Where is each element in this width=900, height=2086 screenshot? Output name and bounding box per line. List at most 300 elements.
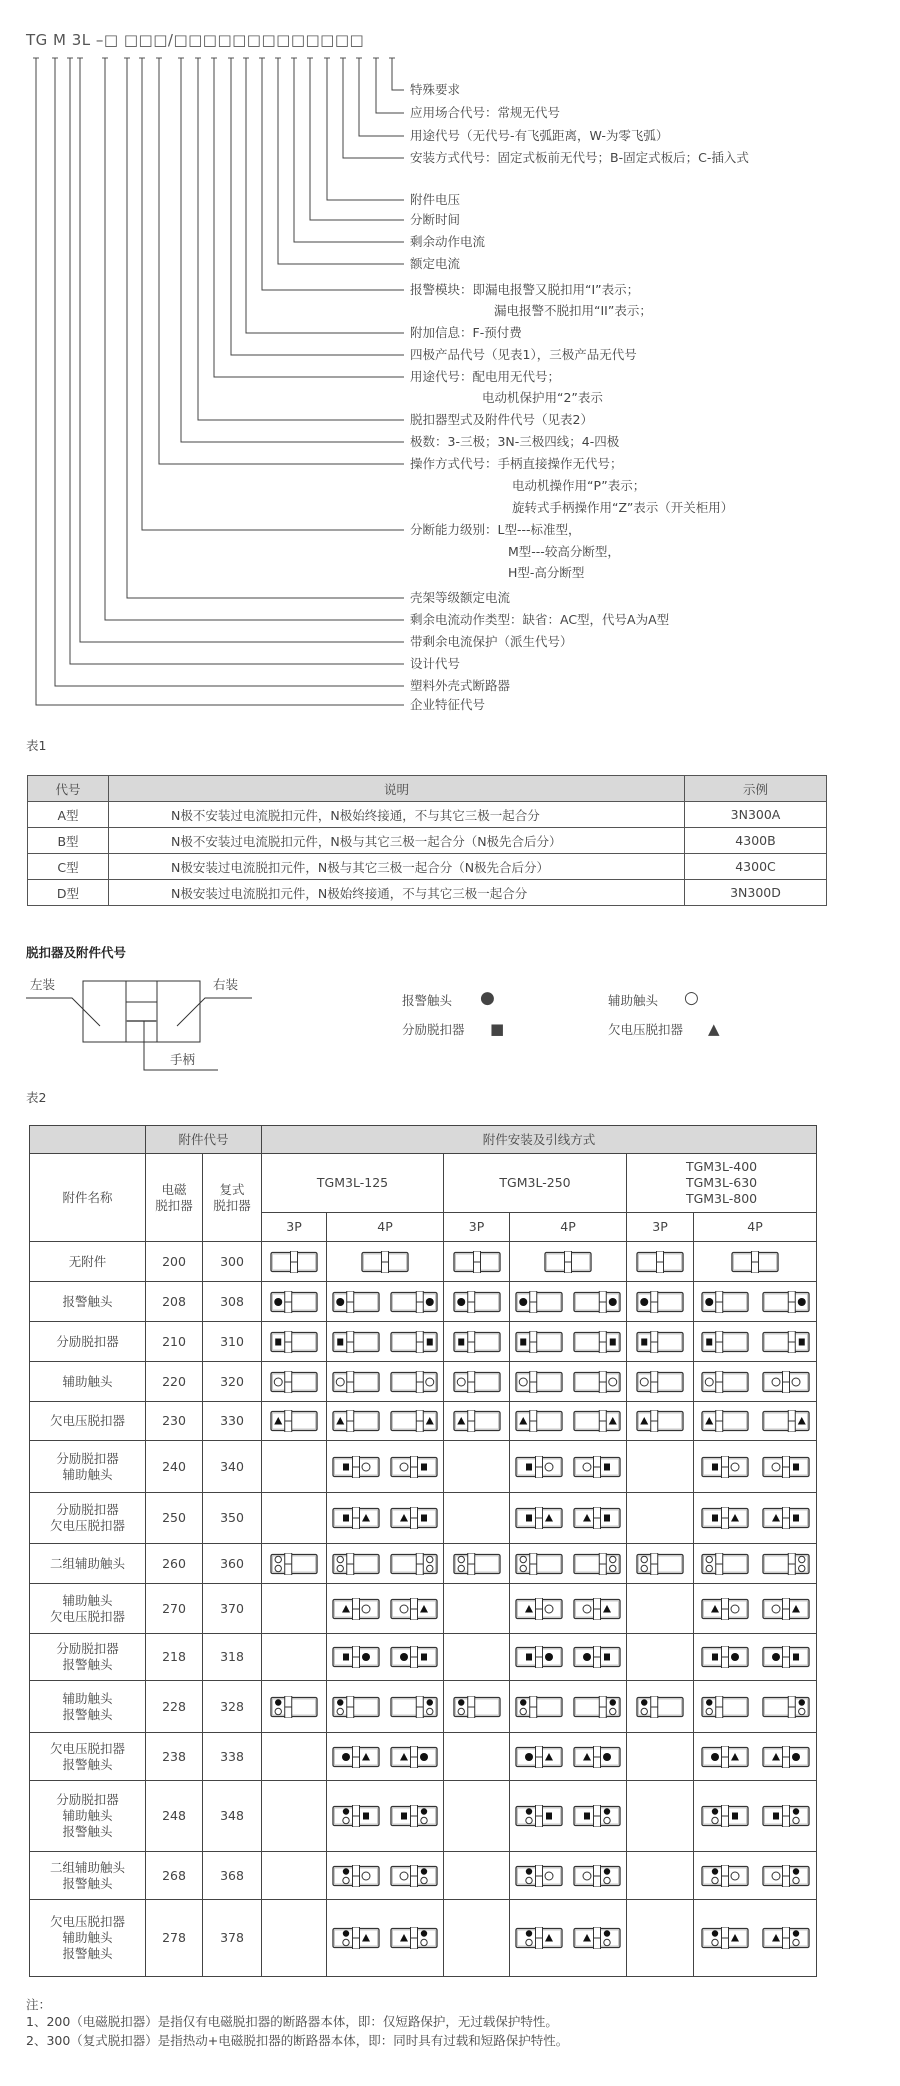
example-cell: 3N300D	[685, 880, 827, 906]
install-cell-p4	[694, 1781, 817, 1852]
install-cell-p4	[327, 1493, 444, 1544]
icon-group	[627, 1291, 693, 1313]
icon-group	[262, 1553, 326, 1575]
breaker-wiring-icon	[453, 1410, 501, 1432]
install-cell-p3	[444, 1402, 510, 1441]
accessory-name-line: 报警触头	[62, 1706, 113, 1722]
table2-header-comp	[203, 1154, 262, 1242]
comp-code-cell: 378	[203, 1900, 262, 1977]
shunt-release-icon: ■	[490, 1020, 505, 1038]
install-cell-p3	[444, 1733, 510, 1781]
icon-group	[444, 1291, 509, 1313]
pole-header: 3P	[627, 1213, 694, 1242]
accessory-name-cell	[30, 1781, 146, 1852]
alarm-contact-icon	[711, 1868, 717, 1874]
breaker-wiring-icon	[390, 1746, 438, 1768]
shunt-release-icon	[604, 1463, 610, 1470]
breaker-wiring-icon	[390, 1507, 438, 1529]
accessory-name-line: 报警触头	[62, 1946, 113, 1961]
install-cell-p3	[262, 1634, 327, 1681]
breaker-wiring-icon	[701, 1927, 749, 1949]
breaker-wiring-icon	[701, 1646, 749, 1668]
icon-group	[327, 1865, 443, 1887]
frame-header: TGM3L-250	[444, 1154, 627, 1213]
alarm-contact-icon	[610, 1699, 616, 1705]
breaker-wiring-icon	[390, 1291, 438, 1313]
shunt-release-icon	[343, 1515, 349, 1522]
description-cell: N极安装过电流脱扣元件，N极始终接通，不与其它三极一起合分	[109, 880, 685, 906]
install-cell-p4	[510, 1282, 627, 1322]
breaker-wiring-icon	[762, 1553, 810, 1575]
breaker-wiring-icon	[515, 1331, 563, 1353]
frame-line: TGM3L-630	[685, 1175, 758, 1190]
install-cell-p4	[510, 1242, 627, 1282]
breaker-wiring-icon	[636, 1251, 684, 1273]
accessory-name-line: 报警触头	[62, 1875, 113, 1891]
icon-group	[694, 1291, 816, 1313]
icon-group	[327, 1507, 443, 1529]
breaker-wiring-icon	[762, 1927, 810, 1949]
accessory-name-cell	[30, 1441, 146, 1493]
install-cell-p3	[627, 1634, 694, 1681]
icon-group	[327, 1805, 443, 1827]
table2-row	[30, 1282, 817, 1322]
code-label-continuation: 漏电报警不脱扣用“II”表示；	[494, 303, 652, 318]
breaker-wiring-icon	[390, 1598, 438, 1620]
alarm-contact-icon	[525, 1753, 533, 1761]
code-label-continuation: 旋转式手柄操作用“Z”表示（开关柜用）	[512, 500, 734, 515]
icon-group	[510, 1865, 626, 1887]
icon-group	[444, 1553, 509, 1575]
breaker-wiring-icon	[453, 1371, 501, 1393]
pole-header: 3P	[262, 1213, 327, 1242]
breaker-wiring-icon	[573, 1865, 621, 1887]
code-cell: A型	[28, 802, 109, 828]
shunt-release-icon	[584, 1813, 590, 1820]
table2-row	[30, 1322, 817, 1362]
code-label: 特殊要求	[410, 82, 461, 97]
breaker-wiring-icon	[270, 1410, 318, 1432]
breaker-wiring-icon	[636, 1696, 684, 1718]
code-label: 剩余动作电流	[410, 234, 486, 249]
example-cell: 4300C	[685, 854, 827, 880]
icon-group	[694, 1805, 816, 1827]
breaker-wiring-icon	[270, 1331, 318, 1353]
breaker-wiring-icon	[762, 1746, 810, 1768]
alarm-contact-icon	[640, 1298, 648, 1306]
alarm-contact-icon	[792, 1753, 800, 1761]
install-cell-p3	[444, 1634, 510, 1681]
icon-group	[327, 1553, 443, 1575]
alarm-contact-icon	[604, 1808, 610, 1814]
install-cell-p4	[694, 1634, 817, 1681]
install-cell-p4	[510, 1362, 627, 1402]
table2-header-blank	[30, 1126, 146, 1154]
install-cell-p3	[262, 1282, 327, 1322]
icon-group	[510, 1410, 626, 1432]
breaker-wiring-icon	[762, 1865, 810, 1887]
icon-group	[510, 1746, 626, 1768]
alarm-contact-icon	[526, 1930, 532, 1936]
table2-caption: 表2	[26, 1090, 47, 1105]
frame-header: TGM3L-125	[262, 1154, 444, 1213]
shunt-release-icon	[363, 1813, 369, 1820]
install-cell-p4	[510, 1781, 627, 1852]
install-cell-p3	[627, 1900, 694, 1977]
breaker-wiring-icon	[332, 1553, 380, 1575]
icon-group	[444, 1251, 509, 1273]
install-cell-p3	[262, 1402, 327, 1441]
comp-code-cell: 330	[203, 1402, 262, 1441]
accessory-name-cell	[30, 1544, 146, 1584]
breaker-wiring-icon	[515, 1291, 563, 1313]
code-label: 附加信息：F-预付费	[410, 325, 522, 340]
breaker-wiring-icon	[390, 1696, 438, 1718]
legend-alarm-label: 报警触头	[402, 993, 453, 1008]
em-code-cell: 278	[146, 1900, 203, 1977]
example-cell: 3N300A	[685, 802, 827, 828]
icon-group	[327, 1410, 443, 1432]
shunt-release-icon	[520, 1338, 526, 1345]
breaker-wiring-icon	[762, 1598, 810, 1620]
shunt-release-icon	[712, 1654, 718, 1661]
accessory-name-cell	[30, 1681, 146, 1733]
shunt-release-icon	[526, 1654, 532, 1661]
table2-row	[30, 1900, 817, 1977]
alarm-contact-icon	[797, 1298, 805, 1306]
shunt-release-icon	[773, 1813, 779, 1820]
shunt-release-icon	[275, 1338, 281, 1345]
code-label-continuation: 电动机保护用“2”表示	[482, 390, 603, 405]
em-code-cell: 210	[146, 1322, 203, 1362]
alarm-contact-icon	[792, 1808, 798, 1814]
table1-header: 代号	[28, 776, 109, 802]
em-code-cell: 220	[146, 1362, 203, 1402]
accessory-name-cell	[30, 1493, 146, 1544]
breaker-wiring-icon	[390, 1331, 438, 1353]
breaker-wiring-icon	[453, 1696, 501, 1718]
alarm-contact-icon	[421, 1808, 427, 1814]
breaker-wiring-icon	[515, 1456, 563, 1478]
shunt-release-icon	[546, 1813, 552, 1820]
install-cell-p4	[327, 1362, 444, 1402]
breaker-wiring-icon	[332, 1331, 380, 1353]
accessory-name-cell	[30, 1584, 146, 1634]
breaker-wiring-icon	[762, 1805, 810, 1827]
install-cell-p3	[262, 1493, 327, 1544]
alarm-contact-icon	[792, 1868, 798, 1874]
breaker-wiring-icon	[573, 1291, 621, 1313]
breaker-wiring-icon	[701, 1410, 749, 1432]
install-cell-p4	[327, 1634, 444, 1681]
icon-group	[627, 1553, 693, 1575]
shunt-release-icon	[343, 1654, 349, 1661]
alarm-contact-icon	[641, 1699, 647, 1705]
breaker-wiring-icon	[573, 1507, 621, 1529]
breaker-wiring-icon	[573, 1696, 621, 1718]
alarm-contact-icon	[458, 1699, 464, 1705]
alarm-contact-icon	[519, 1298, 527, 1306]
breaker-wiring-icon	[332, 1371, 380, 1393]
shunt-release-icon	[712, 1463, 718, 1470]
install-cell-p3	[262, 1441, 327, 1493]
alarm-contact-icon	[604, 1868, 610, 1874]
alarm-contact-icon	[772, 1653, 780, 1661]
header-line: 脱扣器	[213, 1197, 251, 1213]
accessory-name-cell	[30, 1362, 146, 1402]
code-label: 分断能力级别：L型---标准型，	[410, 522, 581, 537]
description-cell: N极安装过电流脱扣元件，N极与其它三极一起合分（N极先合后分）	[109, 854, 685, 880]
icon-group	[327, 1371, 443, 1393]
breaker-wiring-icon	[515, 1553, 563, 1575]
icon-group	[444, 1696, 509, 1718]
icon-group	[444, 1371, 509, 1393]
breaker-wiring-icon	[515, 1927, 563, 1949]
shunt-release-icon	[732, 1813, 738, 1820]
table2-row	[30, 1781, 817, 1852]
icon-group	[627, 1410, 693, 1432]
install-cell-p3	[262, 1322, 327, 1362]
icon-group	[327, 1291, 443, 1313]
alarm-contact-icon	[274, 1298, 282, 1306]
install-cell-p4	[327, 1242, 444, 1282]
icon-group	[627, 1696, 693, 1718]
breaker-wiring-icon	[762, 1696, 810, 1718]
alarm-contact-icon	[420, 1753, 428, 1761]
breaker-wiring-icon	[515, 1598, 563, 1620]
breaker-wiring-icon	[762, 1410, 810, 1432]
icon-group	[510, 1251, 626, 1273]
note-item: 1、200（电磁脱扣器）是指仅有电磁脱扣器的断路器本体，即：仅短路保护，无过载保护特性。	[26, 2014, 558, 2029]
breaker-wiring-icon	[332, 1598, 380, 1620]
accessory-name-line: 二组辅助触头	[49, 1859, 125, 1875]
icon-group	[510, 1507, 626, 1529]
install-cell-p4	[694, 1362, 817, 1402]
install-cell-p3	[262, 1242, 327, 1282]
breaker-wiring-icon	[701, 1865, 749, 1887]
install-cell-p4	[694, 1242, 817, 1282]
install-cell-p4	[694, 1402, 817, 1441]
right-install-label: 右装	[213, 977, 239, 992]
breaker-wiring-icon	[573, 1646, 621, 1668]
install-cell-p4	[327, 1402, 444, 1441]
code-label: 分断时间	[410, 212, 461, 227]
alarm-contact-icon	[711, 1753, 719, 1761]
install-cell-p3	[262, 1733, 327, 1781]
install-cell-p4	[694, 1282, 817, 1322]
icon-group	[262, 1410, 326, 1432]
breaker-wiring-icon	[636, 1331, 684, 1353]
table1-header: 说明	[109, 776, 685, 802]
alarm-contact-icon	[604, 1930, 610, 1936]
alarm-contact-icon	[400, 1653, 408, 1661]
accessory-name-cell	[30, 1852, 146, 1900]
icon-group	[327, 1456, 443, 1478]
breaker-wiring-icon	[762, 1456, 810, 1478]
install-cell-p4	[694, 1493, 817, 1544]
em-code-cell: 228	[146, 1681, 203, 1733]
install-cell-p3	[444, 1242, 510, 1282]
install-cell-p4	[694, 1900, 817, 1977]
install-cell-p3	[627, 1781, 694, 1852]
alarm-contact-icon	[603, 1753, 611, 1761]
icon-group	[510, 1553, 626, 1575]
icon-group	[327, 1746, 443, 1768]
icon-group	[262, 1251, 326, 1273]
accessory-name-line: 辅助触头	[62, 1930, 113, 1945]
breaker-wiring-icon	[701, 1746, 749, 1768]
code-label: 剩余电流动作类型：缺省：AC型，代号A为A型	[410, 612, 670, 627]
legend-aux-label: 辅助触头	[608, 993, 659, 1008]
accessory-section-title: 脱扣器及附件代号	[26, 945, 127, 960]
install-cell-p3	[627, 1733, 694, 1781]
breaker-wiring-icon	[573, 1927, 621, 1949]
install-cell-p3	[627, 1681, 694, 1733]
breaker-wiring-icon	[636, 1371, 684, 1393]
header-line: 复式	[219, 1181, 245, 1197]
em-code-cell: 218	[146, 1634, 203, 1681]
alarm-contact-icon	[342, 1753, 350, 1761]
icon-group	[627, 1371, 693, 1393]
breaker-wiring-icon	[701, 1805, 749, 1827]
install-cell-p3	[627, 1402, 694, 1441]
code-cell: C型	[28, 854, 109, 880]
breaker-wiring-icon	[390, 1456, 438, 1478]
breaker-wiring-icon	[332, 1410, 380, 1432]
icon-group	[694, 1251, 816, 1273]
breaker-wiring-icon	[390, 1371, 438, 1393]
breaker-wiring-icon	[332, 1927, 380, 1949]
breaker-wiring-icon	[390, 1553, 438, 1575]
install-cell-p4	[327, 1900, 444, 1977]
breaker-wiring-icon	[515, 1746, 563, 1768]
install-cell-p3	[627, 1852, 694, 1900]
accessory-name-line: 报警触头	[62, 1293, 113, 1309]
shunt-release-icon	[421, 1654, 427, 1661]
icon-group	[510, 1805, 626, 1827]
breaker-wiring-icon	[762, 1646, 810, 1668]
install-cell-p4	[694, 1322, 817, 1362]
breaker-wiring-icon	[573, 1331, 621, 1353]
install-cell-p4	[327, 1282, 444, 1322]
comp-code-cell: 300	[203, 1242, 262, 1282]
accessory-name-line: 辅助触头	[62, 1808, 113, 1823]
install-cell-p3	[262, 1681, 327, 1733]
table2-header-name: 附件名称	[30, 1154, 146, 1242]
table2-row	[30, 1493, 817, 1544]
icon-group	[444, 1331, 509, 1353]
breaker-wiring-icon	[332, 1646, 380, 1668]
icon-group	[694, 1746, 816, 1768]
alarm-contact-icon	[545, 1653, 553, 1661]
accessory-name-line: 欠电压脱扣器	[49, 1608, 125, 1624]
accessory-name-line: 报警触头	[62, 1756, 113, 1772]
pole-header: 4P	[510, 1213, 627, 1242]
breaker-wiring-icon	[270, 1553, 318, 1575]
table2-header-install: 附件安装及引线方式	[262, 1126, 817, 1154]
install-cell-p4	[694, 1584, 817, 1634]
comp-code-cell: 350	[203, 1493, 262, 1544]
table2	[29, 1125, 817, 1977]
alarm-contact-icon	[731, 1653, 739, 1661]
install-cell-p4	[694, 1681, 817, 1733]
install-cell-p3	[627, 1441, 694, 1493]
breaker-wiring-icon	[701, 1507, 749, 1529]
install-cell-p3	[627, 1362, 694, 1402]
breaker-wiring-icon	[270, 1251, 318, 1273]
code-cell: D型	[28, 880, 109, 906]
description-cell: N极不安装过电流脱扣元件，N极始终接通，不与其它三极一起合分	[109, 802, 685, 828]
alarm-contact-icon	[520, 1699, 526, 1705]
em-code-cell: 200	[146, 1242, 203, 1282]
code-label: 用途代号：配电用无代号；	[410, 369, 561, 384]
accessory-name-line: 分励脱扣器	[56, 1502, 119, 1517]
breaker-wiring-icon	[270, 1696, 318, 1718]
alarm-contact-icon	[792, 1930, 798, 1936]
breaker-wiring-icon	[573, 1553, 621, 1575]
icon-group	[327, 1331, 443, 1353]
code-label: 附件电压	[410, 192, 461, 207]
install-cell-p3	[262, 1900, 327, 1977]
install-cell-p4	[510, 1544, 627, 1584]
accessory-name-line: 无附件	[68, 1253, 107, 1269]
icon-group	[694, 1371, 816, 1393]
install-cell-p4	[510, 1493, 627, 1544]
table2-row	[30, 1362, 817, 1402]
code-label: 四极产品代号（见表1），三极产品无代号	[410, 347, 637, 362]
install-cell-p4	[327, 1441, 444, 1493]
breaker-wiring-icon	[332, 1291, 380, 1313]
table2-row	[30, 1441, 817, 1493]
accessory-name-line: 欠电压脱扣器	[49, 1740, 125, 1756]
install-cell-p3	[627, 1584, 694, 1634]
accessory-name-cell	[30, 1402, 146, 1441]
breaker-wiring-icon	[515, 1410, 563, 1432]
breaker-wiring-icon	[544, 1251, 592, 1273]
breaker-wiring-icon	[453, 1553, 501, 1575]
code-label: 额定电流	[410, 256, 461, 271]
em-code-cell: 240	[146, 1441, 203, 1493]
breaker-wiring-icon	[390, 1805, 438, 1827]
breaker-wiring-icon	[453, 1291, 501, 1313]
breaker-wiring-icon	[701, 1553, 749, 1575]
alarm-contact-icon	[337, 1699, 343, 1705]
breaker-wiring-icon	[390, 1927, 438, 1949]
breaker-wiring-icon	[332, 1456, 380, 1478]
header-line: 电磁	[161, 1181, 187, 1197]
comp-code-cell: 308	[203, 1282, 262, 1322]
breaker-wiring-icon	[701, 1291, 749, 1313]
breaker-wiring-icon	[762, 1291, 810, 1313]
code-label: 企业特征代号	[410, 697, 486, 712]
shunt-release-icon	[712, 1515, 718, 1522]
breaker-wiring-icon	[390, 1865, 438, 1887]
shunt-release-icon	[793, 1515, 799, 1522]
icon-group	[694, 1410, 816, 1432]
code-label: 安装方式代号：固定式板前无代号；B-固定式板后；C-插入式	[410, 150, 749, 165]
install-cell-p3	[262, 1781, 327, 1852]
install-cell-p3	[444, 1681, 510, 1733]
install-cell-p4	[510, 1634, 627, 1681]
breaker-wiring-icon	[453, 1331, 501, 1353]
accessory-name-line: 欠电压脱扣器	[49, 1518, 125, 1533]
icon-group	[627, 1331, 693, 1353]
icon-group	[510, 1371, 626, 1393]
shunt-release-icon	[343, 1463, 349, 1470]
install-cell-p4	[510, 1852, 627, 1900]
install-cell-p4	[694, 1733, 817, 1781]
alarm-contact-icon	[705, 1298, 713, 1306]
